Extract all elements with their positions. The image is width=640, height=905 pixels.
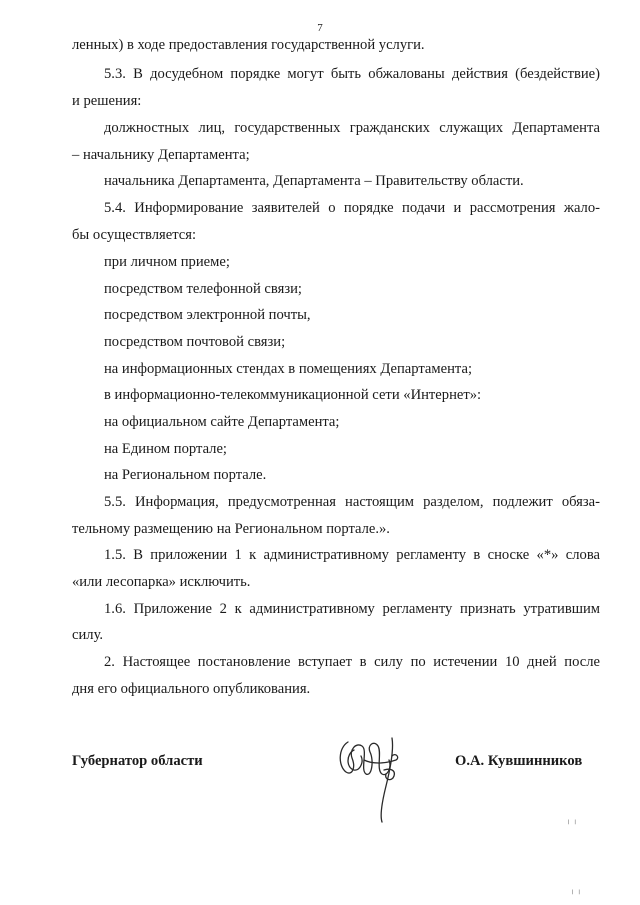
text-line: на информационных стендах в помещениях Департамента; xyxy=(104,361,472,377)
text-line: силу. xyxy=(72,627,104,643)
text-line: тельному размещению на Региональном портале.». xyxy=(72,521,390,537)
text-line: посредством телефонной связи; xyxy=(104,281,302,297)
text-line: ленных) в ходе предоставления государственной услуги. xyxy=(72,37,425,53)
text-line: дня его официального опубликования. xyxy=(72,681,311,697)
text-line: должностных лиц, государственных гражданских служащих Департамента xyxy=(104,120,600,136)
signatory-name: О.А. Кувшинников xyxy=(455,753,583,769)
text-line: 5.3. В досудебном порядке могут быть обжалованы действия (бездействие) xyxy=(104,66,600,82)
scan-mark: ╵ ╵ xyxy=(570,890,582,899)
text-line: на официальном сайте Департамента; xyxy=(104,414,340,430)
handwritten-signature xyxy=(334,730,414,830)
text-line: 1.6. Приложение 2 к административному регламенту признать утратившим xyxy=(104,601,600,617)
text-line: 5.5. Информация, предусмотренная настоящим разделом, подлежит обяза- xyxy=(104,494,600,510)
text-line: посредством почтовой связи; xyxy=(104,334,286,350)
text-line: 1.5. В приложении 1 к административному регламенту в сноске «*» слова xyxy=(104,547,600,563)
text-line: 2. Настоящее постановление вступает в силу по истечении 10 дней после xyxy=(104,654,600,670)
signatory-position: Губернатор области xyxy=(72,753,203,769)
text-line: 5.4. Информирование заявителей о порядке подачи и рассмотрения жало- xyxy=(104,200,600,216)
text-line: посредством электронной почты, xyxy=(104,307,311,323)
text-line: на Региональном портале. xyxy=(104,467,267,483)
text-line: в информационно-телекоммуникационной сети «Интернет»: xyxy=(104,387,482,403)
scan-mark: ╵ ╵ xyxy=(566,820,578,829)
text-line: бы осуществляется: xyxy=(72,227,197,243)
text-line: начальника Департамента, Департамента – Правительству области. xyxy=(104,173,524,189)
text-line: на Едином портале; xyxy=(104,441,227,457)
text-line: «или лесопарка» исключить. xyxy=(72,574,251,590)
text-line: и решения: xyxy=(72,93,142,109)
text-line: – начальнику Департамента; xyxy=(72,147,250,163)
page-number: 7 xyxy=(317,22,323,34)
text-line: при личном приеме; xyxy=(104,254,230,270)
